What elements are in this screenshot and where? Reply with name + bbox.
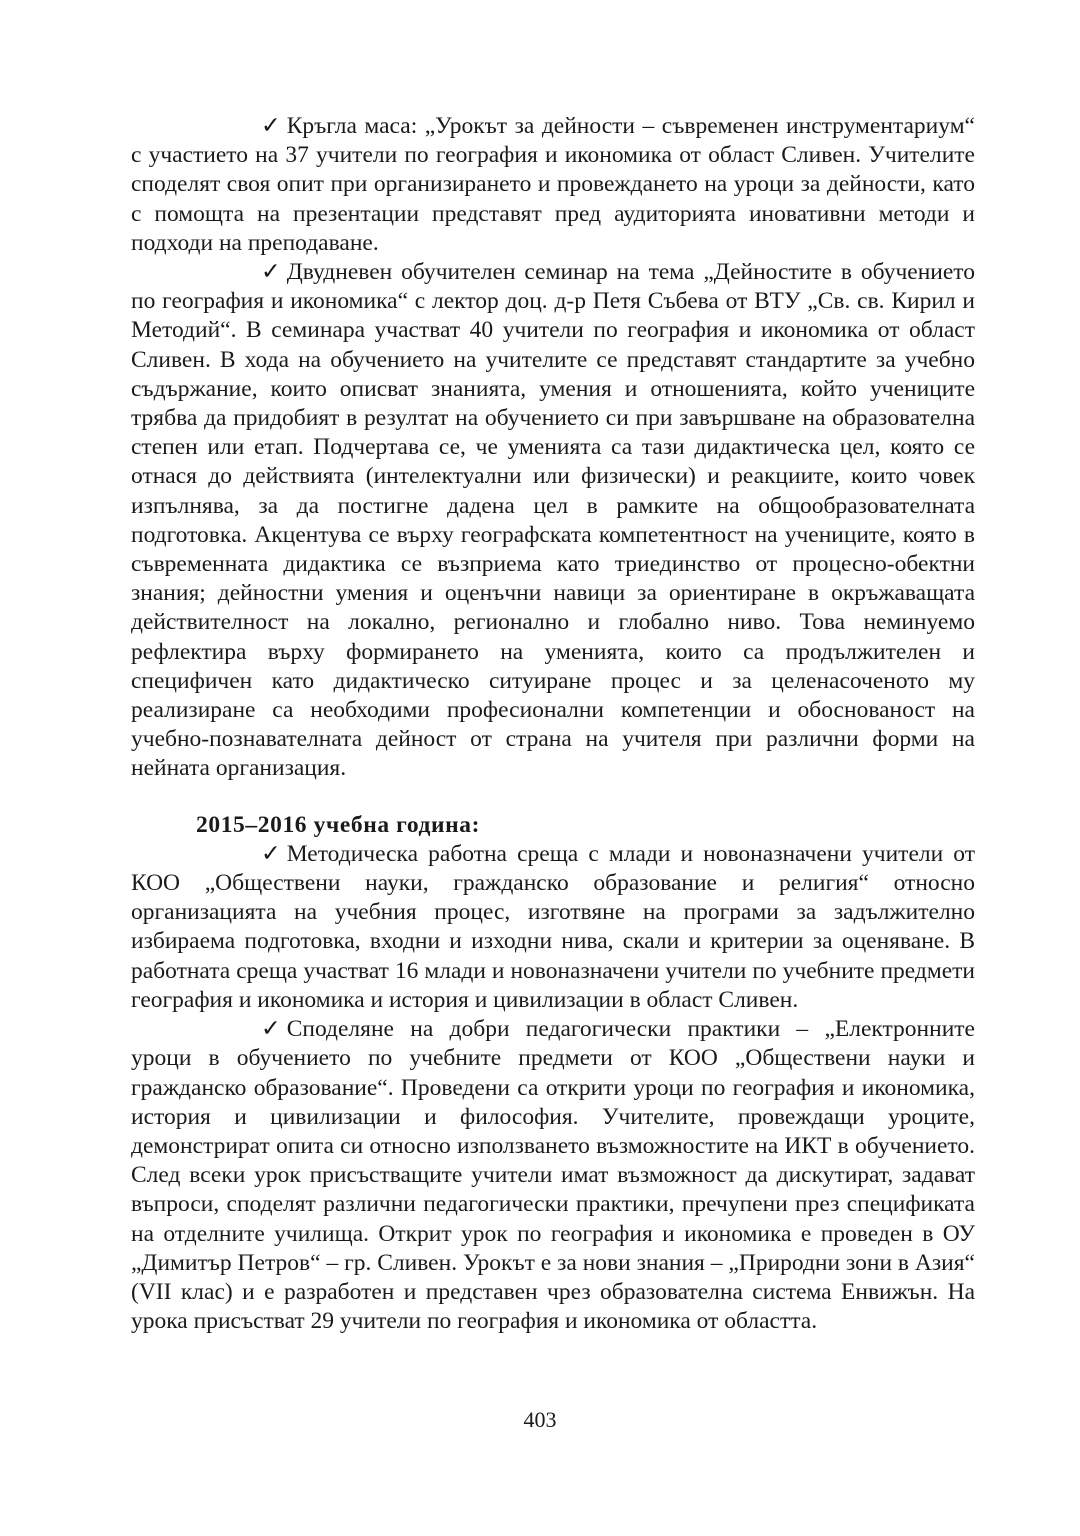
paragraph-text: Кръгла маса: „Урокът за дейности – съвременен инструментариум“ с участието на 37 учители по география и икономика от област Сливен. Учителите споделят своя опит при организирането и провеждането на уроци за дейности, като с помощта на презентации представят пред аудиторията иновативни методи и подходи на преподаване. bbox=[131, 113, 975, 256]
paragraph-good-practices bbox=[131, 1015, 975, 1336]
paragraph-text: Споделяне на добри педагогически практики – „Електронните уроци в обучението по учебните предмети от КОО „Обществени науки и гражданско образование“. Проведени са открити уроци по география и икономика, история и цивилизации и философия. Учителите, провеждащи уроците, демонстрират опита си относно използването възможностите на ИКТ в обучението. След всеки урок присъстващите учители имат възможност да дискутират, задават въпроси, споделят различни педагогически практики, пречупени през спецификата на отделните училища. Открит урок по география и икономика е проведен в ОУ „Димитър Петров“ – гр. Сливен. Урокът е за нови знания – „Природни зони в Азия“ (VII клас) и е разработен и представен чрез образователна система Енвижън. На урока присъстват 29 учители по география и икономика от областта. bbox=[131, 1016, 975, 1335]
paragraph-methodical-meeting bbox=[131, 840, 975, 1015]
paragraph-round-table bbox=[131, 112, 975, 258]
paragraph-text: Двудневен обучителен семинар на тема „Дейностите в обучението по география и икономика“ с лектор доц. д-р Петя Събева от ВТУ „Св. св. Кирил и Методий“. В семинара участват 40 учители по география и икономика от област Сливен. В хода на обучението на учителите се представят стандартите за учебно съдържание, които описват знанията, умения и отношенията, който учениците трябва да придобият в резултат на обучението си при завършване на образователна степен или етап. Подчертава се, че уменията са тази дидактическа цел, която се отнася до действията (интелектуални или физически) и реакциите, които човек изпълнява, за да постигне дадена цел в рамките на общообразователната подготовка. Акцентува се върху географската компетентност на учениците, която в съвременната дидактика се възприема като триединство от процесно-обектни знания; дейностни умения и оценъчни навици за ориентиране в окръжаващата действителност на локално, регионално и глобално ниво. Това неминуемо рефлектира върху формирането на уменията, които са продължителен и специфичен като дидактическо ситуиране процес и за целенасоченото му реализиране са необходими професионални компетенции и обоснованост на учебно-познавателната дейност от страна на учителя при различни форми на нейната организация. bbox=[131, 259, 975, 782]
checkmark-icon: ✓ bbox=[261, 840, 281, 867]
paragraph-text: Методическа работна среща с млади и новоназначени учители от КОО „Обществени науки, гражданско образование и религия“ относно организацията на учебния процес, изготвяне на програми за задължително избираема подготовка, входни и изходни нива, скали и критерии за оценяване. В работната среща участват 16 млади и новоназначени учители по учебните предмети география и икономика и история и цивилизации в област Сливен. bbox=[131, 840, 975, 1013]
checkmark-icon: ✓ bbox=[261, 1016, 281, 1043]
checkmark-icon: ✓ bbox=[261, 259, 281, 286]
checkmark-icon: ✓ bbox=[261, 113, 281, 139]
section-title: 2015–2016 учебна година: bbox=[196, 811, 481, 838]
page-number: 403 bbox=[523, 1407, 557, 1432]
page-body bbox=[131, 112, 975, 1336]
paragraph-seminar bbox=[131, 258, 975, 784]
